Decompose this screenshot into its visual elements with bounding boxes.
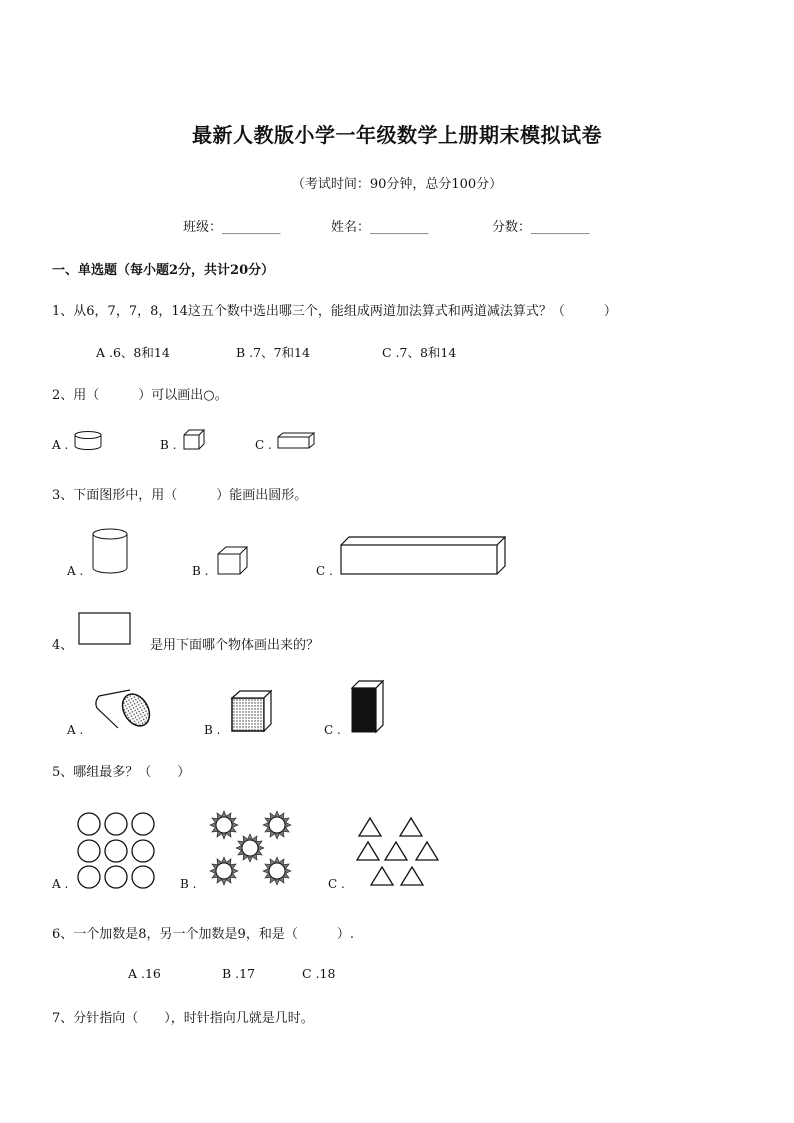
- suns-group-icon: [204, 808, 300, 890]
- q4-label-a: A .: [67, 723, 84, 737]
- cylinder-icon: [92, 528, 132, 576]
- sun-icon: [263, 857, 291, 885]
- score-field: 分数：_________: [492, 220, 590, 235]
- sun-icon: [210, 811, 238, 839]
- q5-label-b: B .: [180, 877, 197, 891]
- q6-option-c: C .18: [302, 966, 336, 981]
- exam-subtitle: （考试时间：90分钟，总分100分）: [291, 177, 503, 192]
- sun-icon: [210, 857, 238, 885]
- q6-option-a: A .16: [128, 966, 161, 981]
- question-3: 3、下面图形中，用（ ）能画出圆形。: [52, 488, 308, 503]
- q3-label-a: A .: [67, 564, 84, 578]
- cuboid-icon: [340, 536, 508, 576]
- question-7: 7、分针指向（ ），时针指向几就是几时。: [52, 1011, 314, 1026]
- q4-label-b: B .: [204, 723, 221, 737]
- rectangle-icon: [78, 612, 132, 646]
- cube-icon: [230, 690, 274, 734]
- cuboid-icon: [277, 432, 317, 450]
- question-5: 5、哪组最多？（ ）: [52, 765, 191, 780]
- cube-icon: [183, 429, 207, 451]
- cube-icon: [217, 546, 251, 576]
- name-field: 姓名：_________: [331, 220, 429, 235]
- section-heading: 一、单选题（每小题2分，共计20分）: [52, 263, 275, 278]
- q4-label-c: C .: [324, 723, 341, 737]
- q5-label-a: A .: [52, 877, 69, 891]
- sun-icon: [236, 834, 264, 862]
- triangles-group-icon: [356, 816, 442, 890]
- q5-label-c: C .: [328, 877, 345, 891]
- question-4: 是用下面哪个物体画出来的？: [150, 638, 320, 653]
- q6-option-b: B .17: [222, 966, 256, 981]
- q2-label-c: C .: [255, 438, 272, 452]
- cylinder-icon: [74, 430, 106, 452]
- exam-title: 最新人教版小学一年级数学上册期末模拟试卷: [192, 123, 602, 147]
- q3-label-b: B .: [192, 564, 209, 578]
- q2-label-a: A .: [52, 438, 69, 452]
- class-field: 班级：_________: [183, 220, 281, 235]
- q3-label-c: C .: [316, 564, 333, 578]
- cuboid-icon: [350, 680, 386, 734]
- q1-option-a: A .6、8和14: [96, 345, 170, 360]
- q1-option-c: C .7、8和14: [382, 345, 457, 360]
- cylinder-icon: [92, 688, 156, 734]
- question-1: 1、从6，7，7，8，14这五个数中选出哪三个，能组成两道加法算式和两道减法算式？（ ）: [52, 304, 617, 319]
- question-6: 6、一个加数是8，另一个加数是9，和是（ ）.: [52, 927, 354, 942]
- sun-icon: [263, 811, 291, 839]
- q1-option-b: B .7、7和14: [236, 345, 310, 360]
- circles-group-icon: [76, 812, 158, 890]
- question-2: 2、用（ ）可以画出○。: [52, 388, 228, 403]
- question-4-prefix: 4、: [52, 638, 74, 653]
- q2-label-b: B .: [160, 438, 177, 452]
